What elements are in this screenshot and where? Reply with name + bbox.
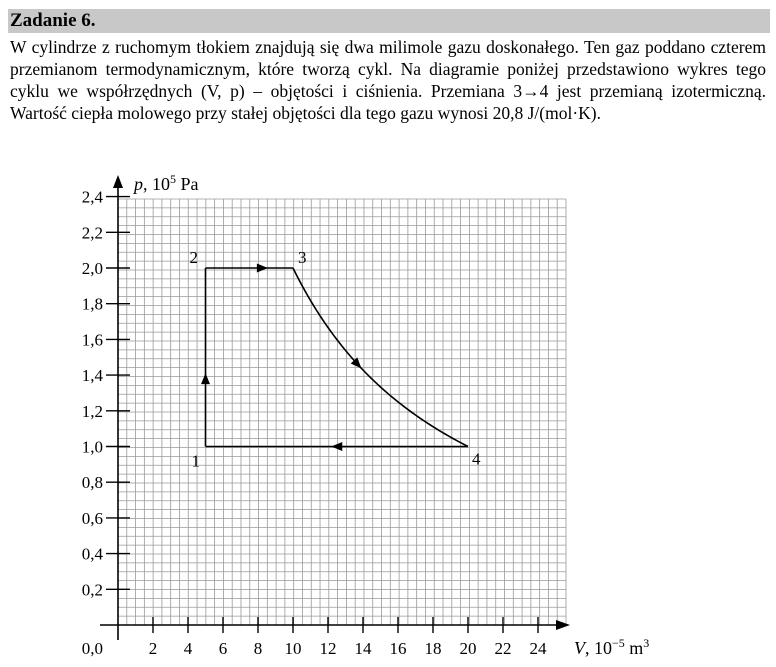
x-tick-label: 24 (529, 639, 547, 658)
x-tick-label: 12 (319, 639, 337, 658)
y-axis-title: p, $10^5$ Pa (134, 172, 199, 194)
y-tick-label: 2,2 (81, 223, 103, 243)
x-tick-label: 8 (253, 639, 263, 658)
process-2-3-arrow (257, 264, 268, 273)
x-axis-title: V, $10^{-5}$ $m^3$ (574, 636, 650, 658)
x-tick-label: 18 (424, 639, 442, 658)
x-tick-label: 10 (284, 639, 302, 658)
x-tick-label: 20 (459, 639, 477, 658)
task-title: Zadanie 6. (10, 10, 96, 31)
x-tick-label: 6 (218, 639, 228, 658)
x-tick-label: 4 (183, 639, 193, 658)
labels (82, 172, 650, 658)
y-tick-label: 1,6 (81, 330, 103, 350)
state-label-3: 3 (298, 248, 307, 267)
x-axis-arrowhead (556, 620, 570, 630)
process-3-4 (293, 268, 468, 447)
x-tick-label: 14 (354, 639, 372, 658)
process-4-1-arrow (331, 442, 342, 451)
y-tick-label: 0,8 (81, 473, 103, 493)
y-tick-label: 0,4 (81, 544, 103, 564)
y-tick-label: 0,2 (81, 580, 103, 600)
y-tick-label: 1,4 (81, 366, 103, 386)
task-paragraph: W cylindrze z ruchomym tłokiem znajdują się dwa milimole gazu doskonałego. Ten gaz poddano czterem przemianom termodynamicznym, które tworzą cykl. Na diagramie poniżej przedstawiono wykres tego cyklu we współrzędnych (V, p) – objętości i ciśnienia. Przemiana 3→4 jest przemianą izotermiczną. Wartość ciepła molowego przy stałej objętości dla tego gazu wynosi 20,8 J/(mol·K). (10, 37, 766, 123)
state-label-4: 4 (472, 449, 481, 469)
grid (118, 199, 566, 625)
y-tick-label: 1,8 (81, 294, 103, 314)
origin-label: 0,0 (81, 639, 103, 658)
x-tick-label: 2 (148, 639, 158, 658)
y-tick-label: 2,0 (81, 259, 103, 278)
x-tick-label: 22 (494, 639, 512, 658)
state-label-2: 2 (189, 248, 198, 267)
state-label-1: 1 (191, 451, 200, 471)
y-tick-label: 1,2 (81, 401, 103, 421)
y-tick-label: 1,0 (81, 437, 103, 457)
y-tick-label: 2,4 (81, 187, 103, 207)
y-tick-label: 0,6 (81, 508, 103, 528)
process-1-2-arrow (201, 373, 210, 384)
x-tick-label: 16 (389, 639, 407, 658)
y-axis-arrowhead (113, 175, 123, 188)
